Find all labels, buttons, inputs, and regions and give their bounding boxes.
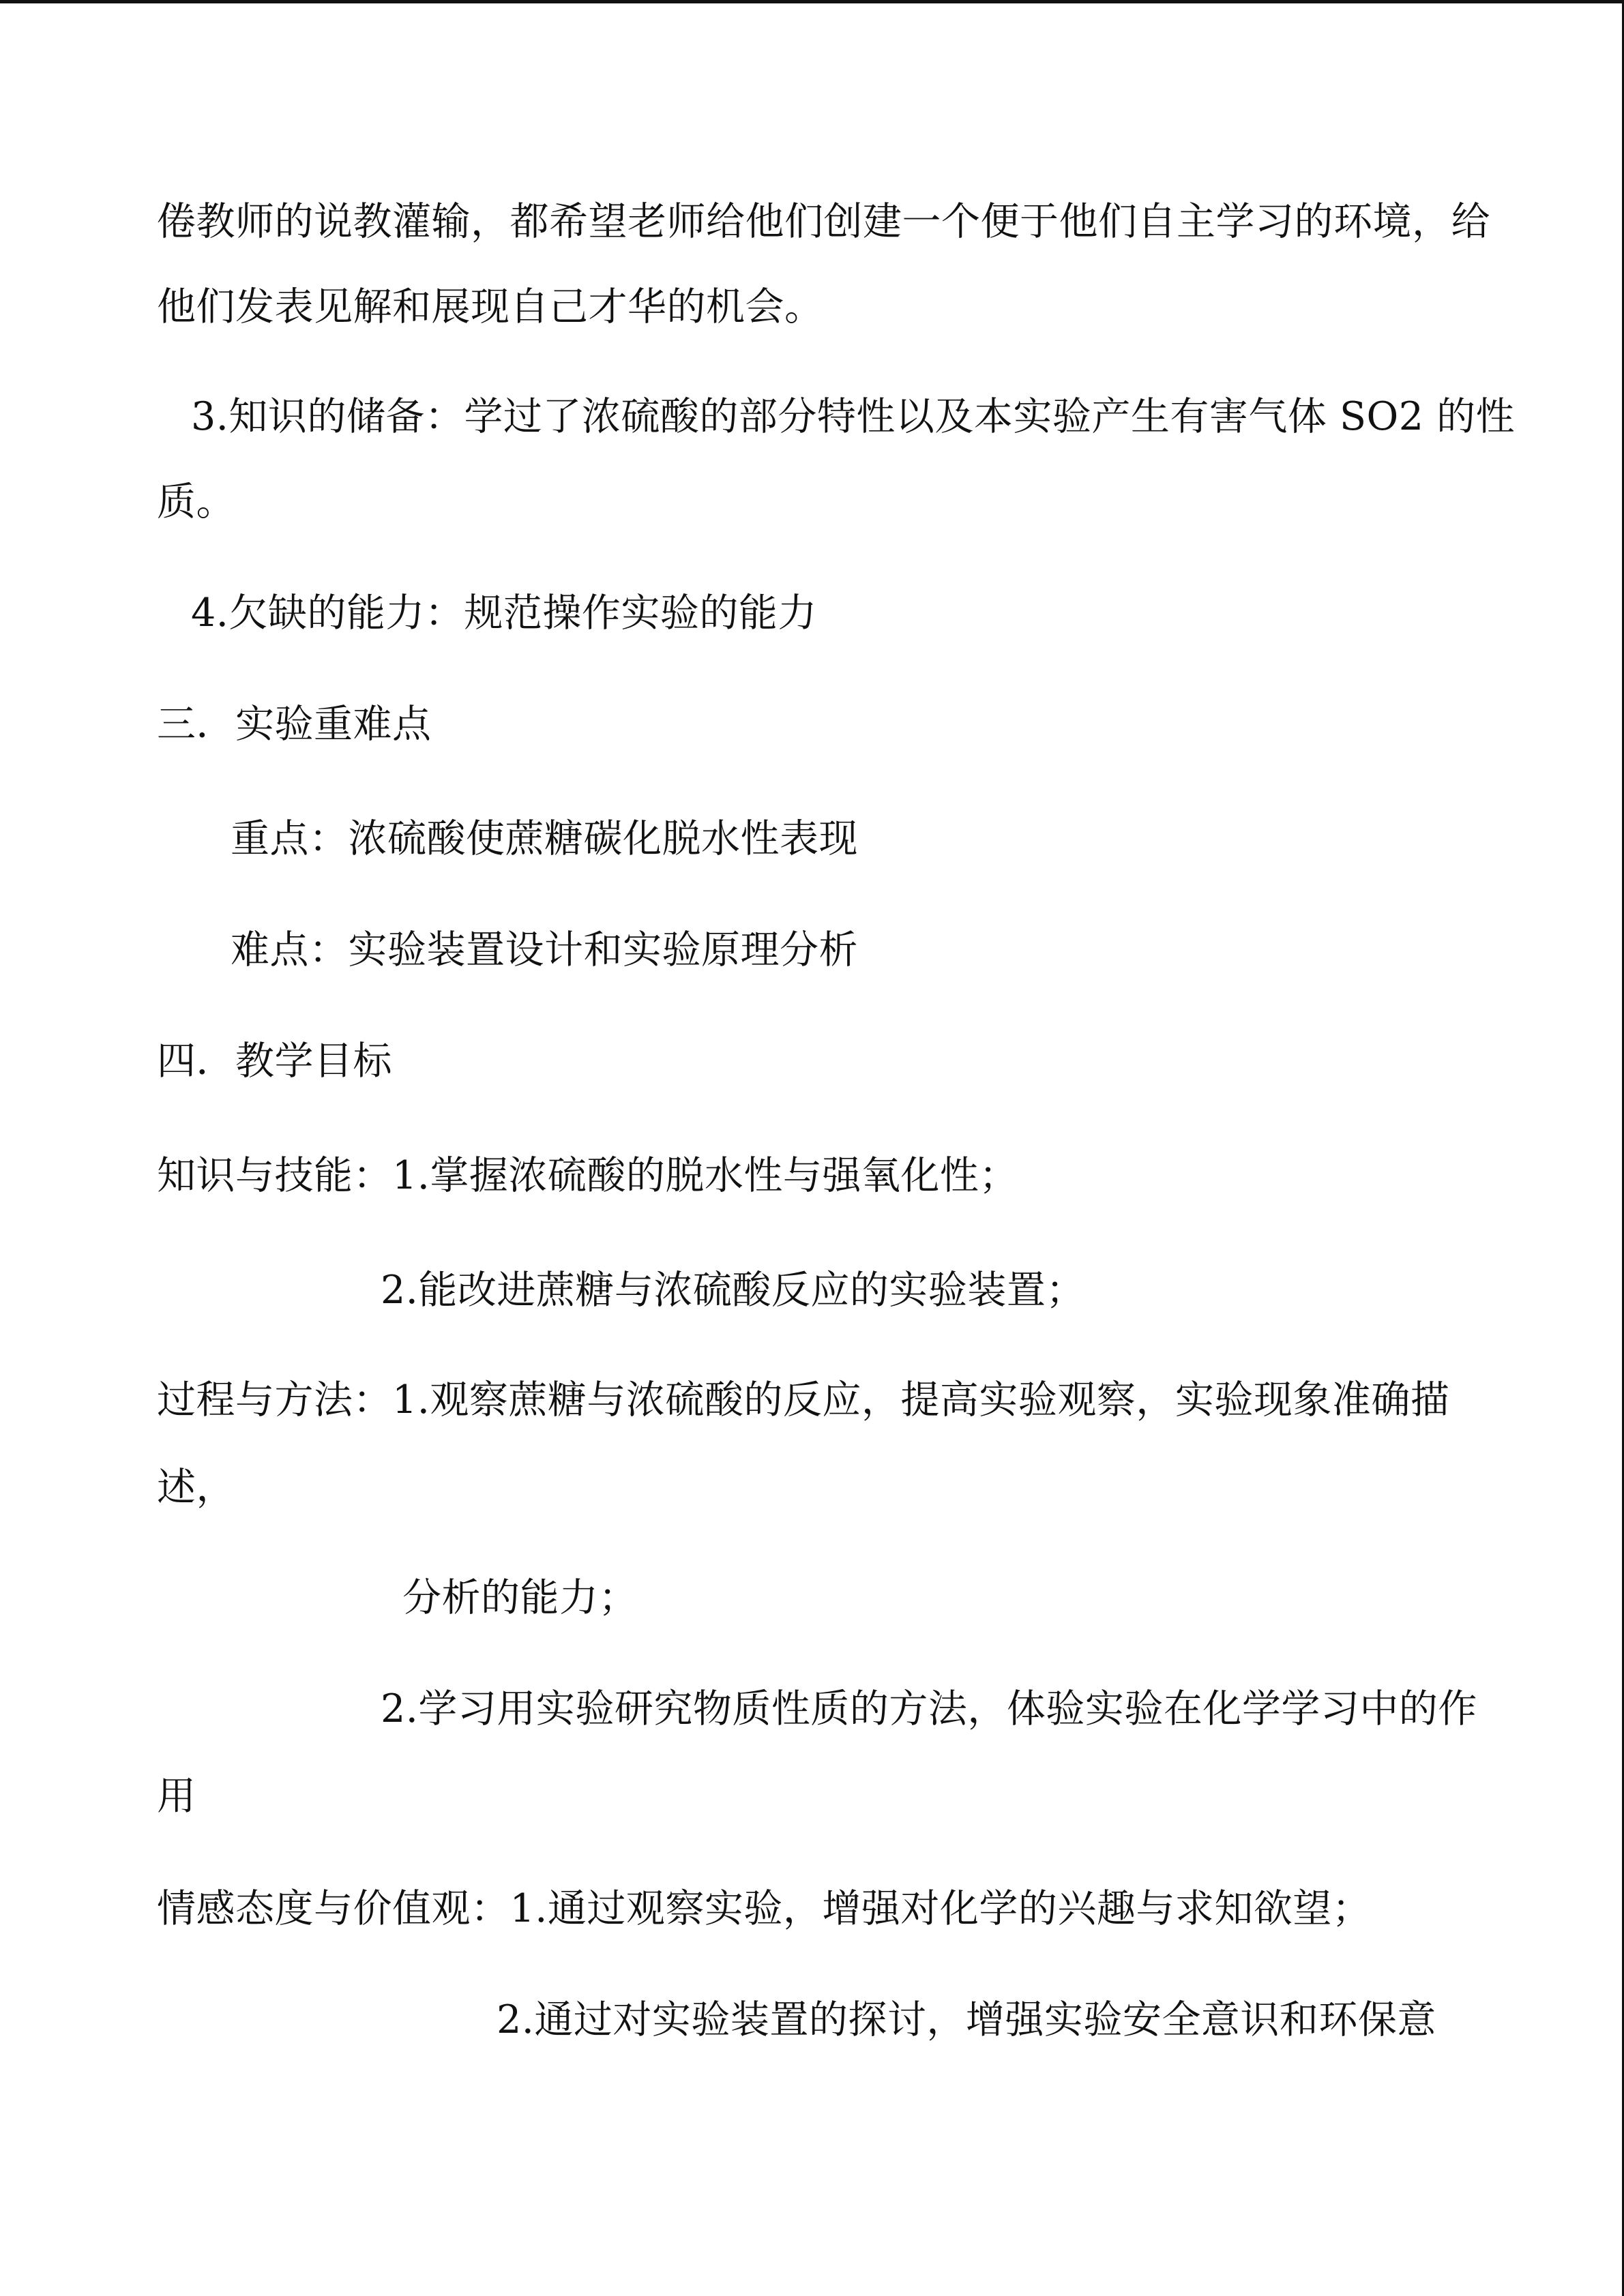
item-3-line-2: 质。	[157, 479, 235, 524]
process-methods-line-3: 分析的能力；	[402, 1575, 638, 1620]
section-4-heading: 四．教学目标	[157, 1039, 392, 1084]
item-4: 4.欠缺的能力：规范操作实验的能力	[191, 591, 817, 636]
key-point: 重点：浓硫酸使蔗糖碳化脱水性表现	[231, 816, 858, 861]
difficult-point: 难点：实验装置设计和实验原理分析	[231, 927, 858, 972]
emotion-values-line-1: 情感态度与价值观：1.通过观察实验，增强对化学的兴趣与求知欲望；	[157, 1886, 1372, 1931]
page-top-border	[0, 0, 1624, 3]
process-methods-line-2: 述，	[157, 1465, 235, 1510]
knowledge-skills-line-2: 2.能改进蔗糖与浓硫酸反应的实验装置；	[381, 1268, 1085, 1313]
section-3-heading: 三．实验重难点	[157, 702, 432, 747]
process-methods-line-4: 2.学习用实验研究物质性质的方法，体验实验在化学学习中的作	[381, 1686, 1477, 1731]
emotion-values-line-2: 2.通过对实验装置的探讨，增强实验安全意识和环保意	[497, 1997, 1436, 2042]
knowledge-skills-line-1: 知识与技能：1.掌握浓硫酸的脱水性与强氧化性；	[157, 1153, 1018, 1198]
process-methods-line-5: 用	[157, 1774, 196, 1819]
item-3-line-1: 3.知识的储备：学过了浓硫酸的部分特性以及本实验产生有害气体 SO2 的性	[191, 394, 1516, 439]
process-methods-line-1: 过程与方法：1.观察蔗糖与浓硫酸的反应，提高实验观察，实验现象准确描	[157, 1377, 1450, 1422]
intro-line-1: 倦教师的说教灌输，都希望老师给他们创建一个便于他们自主学习的环境，给	[157, 199, 1490, 244]
intro-line-2: 他们发表见解和展现自己才华的机会。	[157, 284, 824, 329]
